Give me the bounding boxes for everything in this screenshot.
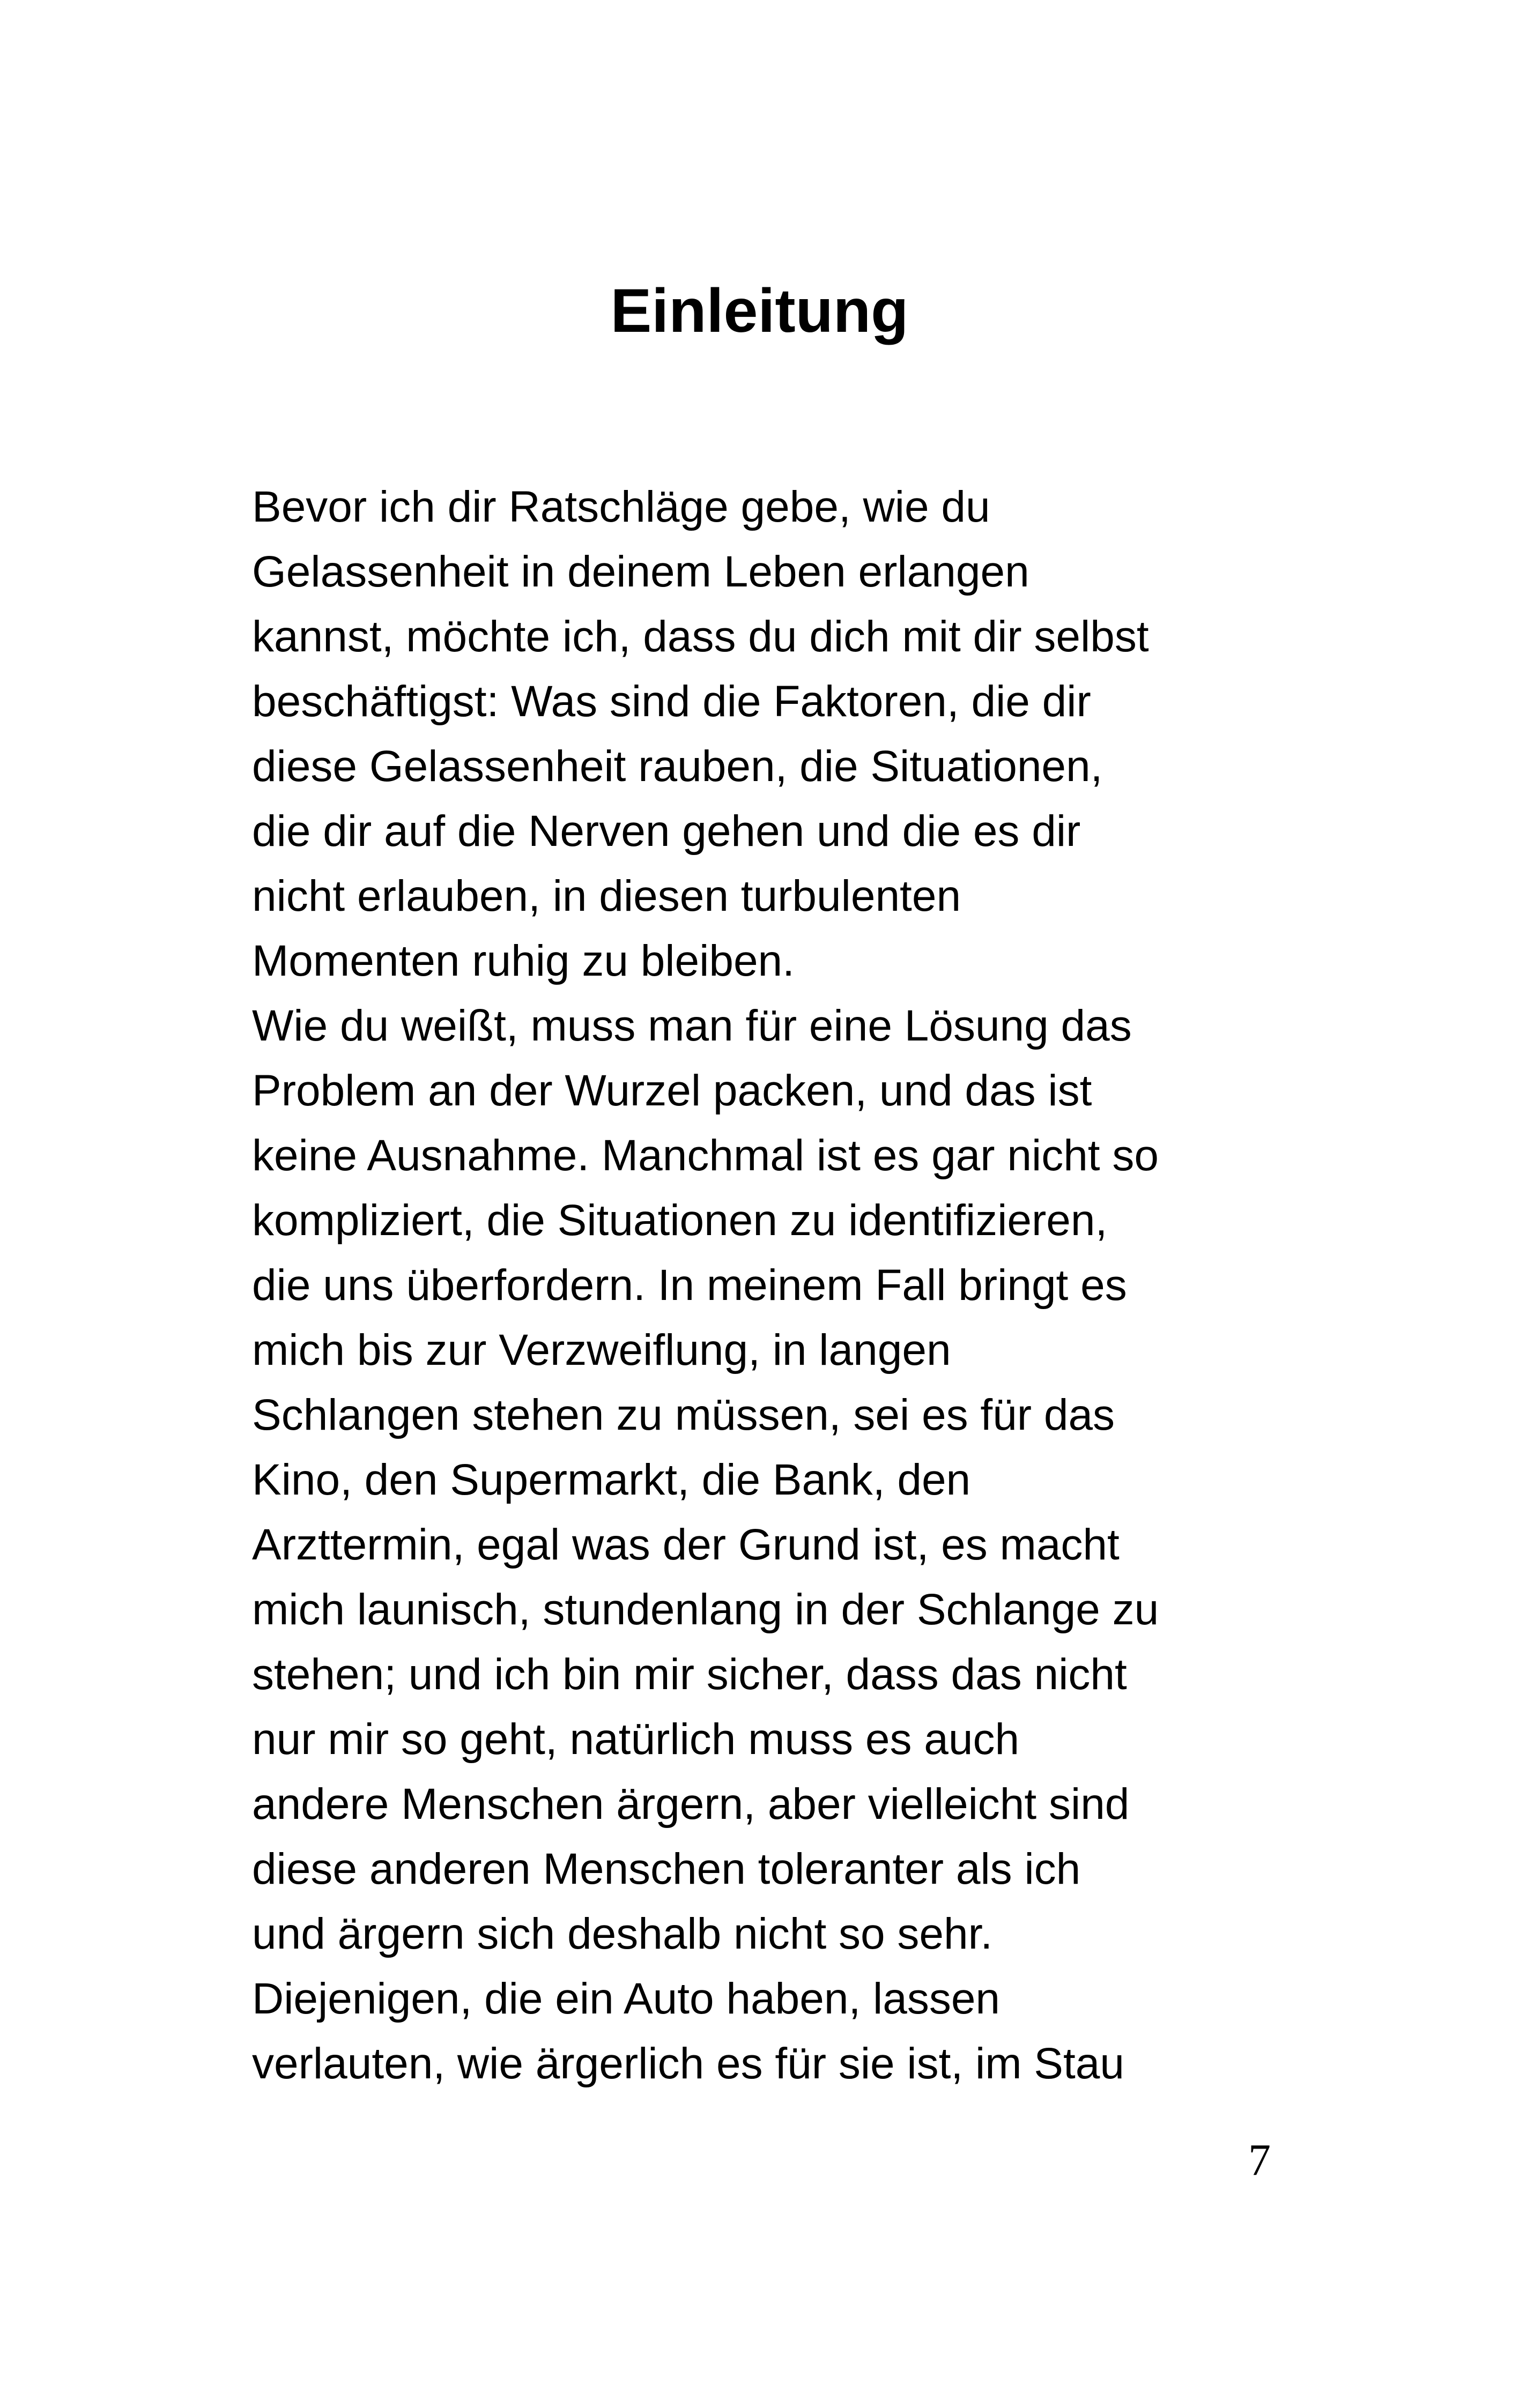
text-line: diese Gelassenheit rauben, die Situationen,: [252, 742, 1103, 791]
text-line: mich launisch, stundenlang in der Schlange zu: [252, 1585, 1159, 1634]
text-line: nur mir so geht, natürlich muss es auch: [252, 1715, 1020, 1764]
page-number: 7: [1248, 2135, 1271, 2185]
text-line: Schlangen stehen zu müssen, sei es für das: [252, 1391, 1115, 1439]
text-line: Gelassenheit in deinem Leben erlangen: [252, 547, 1029, 596]
text-line: Bevor ich dir Ratschläge gebe, wie du: [252, 482, 990, 531]
text-line: Kino, den Supermarkt, die Bank, den: [252, 1455, 971, 1504]
text-line: die uns überfordern. In meinem Fall bringt es: [252, 1261, 1127, 1310]
text-line: Diejenigen, die ein Auto haben, lassen: [252, 1974, 1001, 2023]
text-line: verlauten, wie ärgerlich es für sie ist, im Stau: [252, 2039, 1124, 2088]
chapter-title: Einleitung: [610, 277, 909, 345]
text-line: und ärgern sich deshalb nicht so sehr.: [252, 1909, 993, 1958]
text-line: Problem an der Wurzel packen, und das ist: [252, 1066, 1092, 1115]
text-line: kompliziert, die Situationen zu identifizieren,: [252, 1196, 1108, 1245]
text-line: keine Ausnahme. Manchmal ist es gar nicht so: [252, 1131, 1159, 1180]
text-line: die dir auf die Nerven gehen und die es dir: [252, 807, 1081, 856]
text-line: diese anderen Menschen toleranter als ich: [252, 1845, 1081, 1893]
text-line: kannst, möchte ich, dass du dich mit dir selbst: [252, 612, 1149, 661]
text-line: andere Menschen ärgern, aber vielleicht sind: [252, 1780, 1130, 1829]
text-line: nicht erlauben, in diesen turbulenten: [252, 872, 961, 920]
text-line: mich bis zur Verzweiflung, in langen: [252, 1326, 951, 1374]
text-line: beschäftigst: Was sind die Faktoren, die dir: [252, 677, 1091, 726]
text-line: stehen; und ich bin mir sicher, dass das nicht: [252, 1650, 1127, 1699]
text-line: Momenten ruhig zu bleiben.: [252, 937, 795, 985]
text-line: Arzttermin, egal was der Grund ist, es macht: [252, 1520, 1120, 1569]
body-text: [252, 474, 1314, 2096]
text-line: Wie du weißt, muss man für eine Lösung das: [252, 1001, 1132, 1050]
